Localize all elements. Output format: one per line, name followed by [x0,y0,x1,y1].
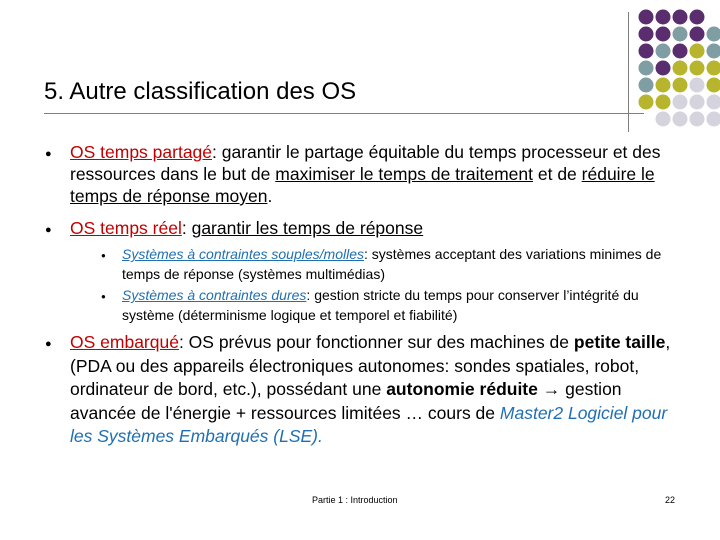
term-souples: Systèmes à contraintes souples/molles [122,246,364,262]
title-rule [44,113,644,114]
bullet-os-temps-partage: OS temps partagé: garantir le partage équitable du temps processeur et des ressources dans le but de maximiser le temps de traitement et de réduire le temps de réponse moyen. [70,142,661,206]
decorative-dot [639,78,654,93]
bullet-dot: ● [45,148,52,160]
decorative-dot [673,78,688,93]
decorative-dot [656,95,671,110]
term-os-embarque: OS embarqué [70,332,179,352]
decorative-dot [707,112,720,127]
decorative-dot [656,10,671,25]
decorative-dot [690,61,705,76]
decorative-dot [639,61,654,76]
decorative-dot [690,44,705,59]
decorative-dot [707,61,720,76]
decorative-dot [639,10,654,25]
decorative-dot [656,78,671,93]
sub-bullet-souples: Systèmes à contraintes souples/molles: systèmes acceptant des variations minimes de temps de réponse (systèmes multimédias) [122,246,662,282]
decorative-dot [673,61,688,76]
decorative-dot [707,78,720,93]
decorative-dot [690,10,705,25]
sub-bullet-dot: ● [101,292,106,301]
decorative-dot-grid [0,0,720,140]
course-link[interactable]: Master2 Logiciel pour les Systèmes Embarqués (LSE) [70,402,668,446]
page-number: 22 [665,495,676,505]
decorative-dot [707,95,720,110]
decorative-dot [690,95,705,110]
decorative-dot [673,27,688,42]
slide-title: 5. Autre classification des OS [44,78,357,105]
footer-label: Partie 1 : Introduction [312,495,398,505]
decorative-dot [639,95,654,110]
decorative-dot [656,27,671,42]
decorative-dot [707,27,720,42]
decorative-dot [673,95,688,110]
vertical-divider [628,12,629,132]
decorative-dot [656,61,671,76]
arrow-icon: → [537,379,566,399]
decorative-dot [656,112,671,127]
decorative-dot [690,112,705,127]
decorative-dot [656,44,671,59]
bullet-os-embarque: OS embarqué: OS prévus pour fonctionner sur des machines de petite taille, (PDA ou des appareils électroniques autonomes: sondes spatiales, robot, ordinateur de bord, etc.), possédant une autonomie réduite → gestion avancée de l'énergie + ressources limitées … cours de Master2 Logiciel pour les Systèmes Embarqués (LSE). [70,332,671,446]
decorative-dot [690,78,705,93]
decorative-dot [690,27,705,42]
bullet-dot: ● [45,224,52,236]
sub-bullet-dot: ● [101,251,106,260]
term-dures: Systèmes à contraintes dures [122,287,307,303]
decorative-dot [673,112,688,127]
decorative-dot [639,27,654,42]
decorative-dot [673,44,688,59]
bullet-os-temps-reel: OS temps réel: garantir les temps de réponse [70,218,424,238]
decorative-dot [707,44,720,59]
term-os-temps-partage: OS temps partagé [70,142,213,162]
decorative-dot [639,44,654,59]
bullet-dot: ● [45,338,52,350]
sub-bullet-dures: Systèmes à contraintes dures: gestion stricte du temps pour conserver l’intégrité du système (déterminisme logique et temporel et fiabilité) [122,287,639,323]
term-os-temps-reel: OS temps réel [70,218,182,238]
decorative-dot [673,10,688,25]
